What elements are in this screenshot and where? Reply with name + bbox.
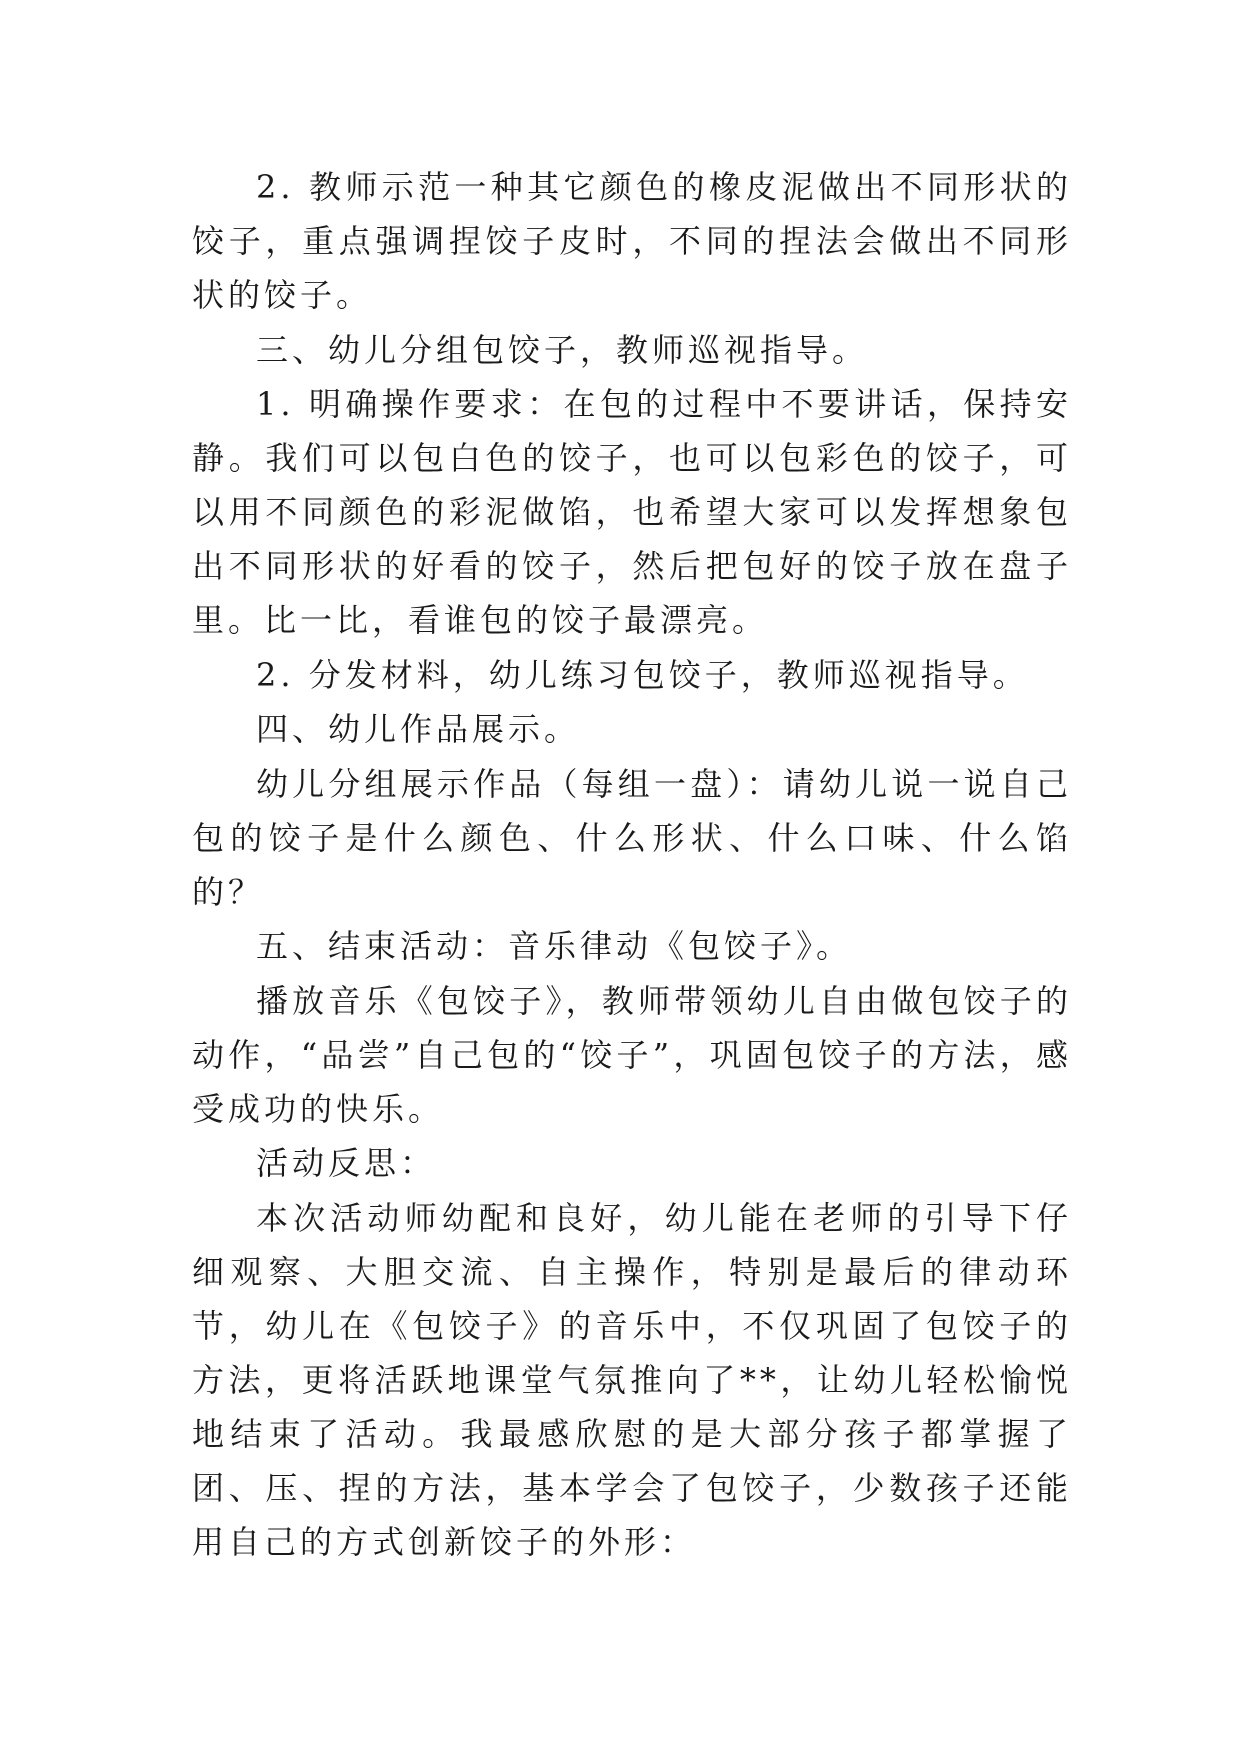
paragraph-reflection: 本次活动师幼配和良好，幼儿能在老师的引导下仔细观察、大胆交流、自主操作，特别是最后的律动环节，幼儿在《包饺子》的音乐中，不仅巩固了包饺子的方法，更将活跃地课堂气氛推向了**，让幼儿轻松愉悦地结束了活动。我最感欣慰的是大部分孩子都掌握了团、压、捏的方法，基本学会了包饺子，少数孩子还能用自己的方式创新饺子的外形： [192, 1198, 1072, 1561]
paragraph-group-display: 幼儿分组展示作品（每组一盘）：请幼儿说一说自己包的饺子是什么颜色、什么形状、什么口味、什么馅的？ [192, 764, 1072, 911]
document-body [192, 160, 1072, 1569]
paragraph-step-1-requirements: 1. 明确操作要求：在包的过程中不要讲话，保持安静。我们可以包白色的饺子，也可以包彩色的饺子，可以用不同颜色的彩泥做馅，也希望大家可以发挥想象包出不同形状的好看的饺子，然后把包好的饺子放在盘子里。比一比，看谁包的饺子最漂亮。 [192, 385, 1072, 639]
heading-section-3: 三、幼儿分组包饺子，教师巡视指导。 [256, 330, 869, 369]
heading-reflection: 活动反思： [256, 1144, 437, 1182]
heading-section-4: 四、幼儿作品展示。 [256, 710, 581, 748]
paragraph-music-activity: 播放音乐《包饺子》，教师带领幼儿自由做包饺子的动作，“品尝”自己包的“饺子”，巩固包饺子的方法，感受成功的快乐。 [192, 981, 1072, 1128]
heading-section-5: 五、结束活动：音乐律动《包饺子》。 [256, 927, 853, 965]
paragraph-step-2-materials: 2. 分发材料，幼儿练习包饺子，教师巡视指导。 [256, 655, 1029, 694]
paragraph-step-2-demo: 2. 教师示范一种其它颜色的橡皮泥做出不同形状的饺子，重点强调捏饺子皮时，不同的捏法会做出不同形状的饺子。 [192, 168, 1072, 314]
